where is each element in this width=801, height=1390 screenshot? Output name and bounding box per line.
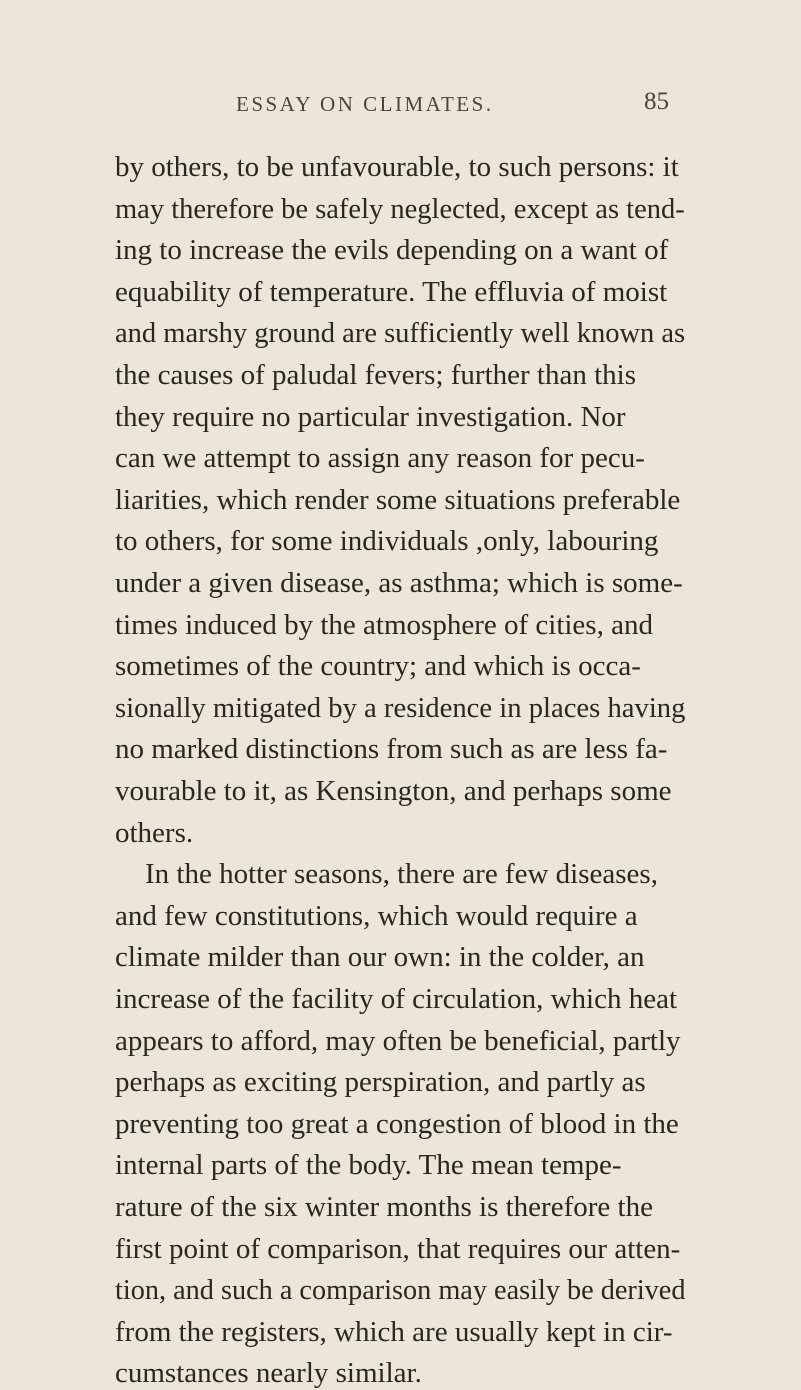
text-line: equability of temperature. The effluvia of moist (115, 275, 668, 308)
text-line: from the registers, which are usually kept in cir- (115, 1315, 673, 1348)
text-line: by others, to be unfavourable, to such persons: it (115, 151, 679, 183)
text-line: times induced by the atmosphere of cities, and (115, 608, 653, 641)
text-line: to others, for some individuals ,only, labouring (115, 525, 659, 558)
running-header: ESSAY ON CLIMATES. (236, 92, 494, 116)
text-line: cumstances nearly similar. (115, 1357, 422, 1390)
text-line: climate milder than our own: in the colder, an (115, 941, 645, 974)
text-line: appears to afford, may often be beneficial, partly (115, 1024, 681, 1057)
text-line: perhaps as exciting perspiration, and partly as (115, 1066, 646, 1099)
text-line: ing to increase the evils depending on a want of (115, 234, 669, 267)
text-line: the causes of paludal fevers; further than this (115, 359, 637, 391)
text-line: they require no particular investigation. Nor (115, 400, 626, 433)
text-line: sionally mitigated by a residence in places having (115, 691, 686, 724)
text-line: no marked distinctions from such as are less fa- (115, 733, 668, 766)
text-line: can we attempt to assign any reason for pecu- (115, 442, 645, 475)
text-line: vourable to it, as Kensington, and perhaps some (115, 775, 672, 807)
text-line: and marshy ground are sufficiently well known as (115, 317, 686, 350)
text-line: internal parts of the body. The mean tempe- (115, 1149, 622, 1182)
text-line: preventing too great a congestion of blood in the (115, 1107, 679, 1140)
text-line: sometimes of the country; and which is occa- (115, 650, 641, 683)
text-line: rature of the six winter months is therefore the (115, 1191, 653, 1223)
text-line: increase of the facility of circulation, which heat (115, 983, 678, 1015)
text-line: under a given disease, as asthma; which is some- (115, 567, 683, 599)
text-line: others. (115, 816, 194, 849)
text-line: may therefore be safely neglected, except as tend- (115, 192, 685, 225)
page-number: 85 (644, 88, 669, 115)
text-line: tion, and such a comparison may easily be derived (115, 1274, 686, 1307)
text-line: first point of comparison, that requires our atten- (115, 1232, 681, 1265)
text-line: liarities, which render some situations preferable (115, 483, 681, 516)
text-line: and few constitutions, which would require a (115, 899, 638, 932)
text-line: In the hotter seasons, there are few diseases, (145, 858, 658, 891)
